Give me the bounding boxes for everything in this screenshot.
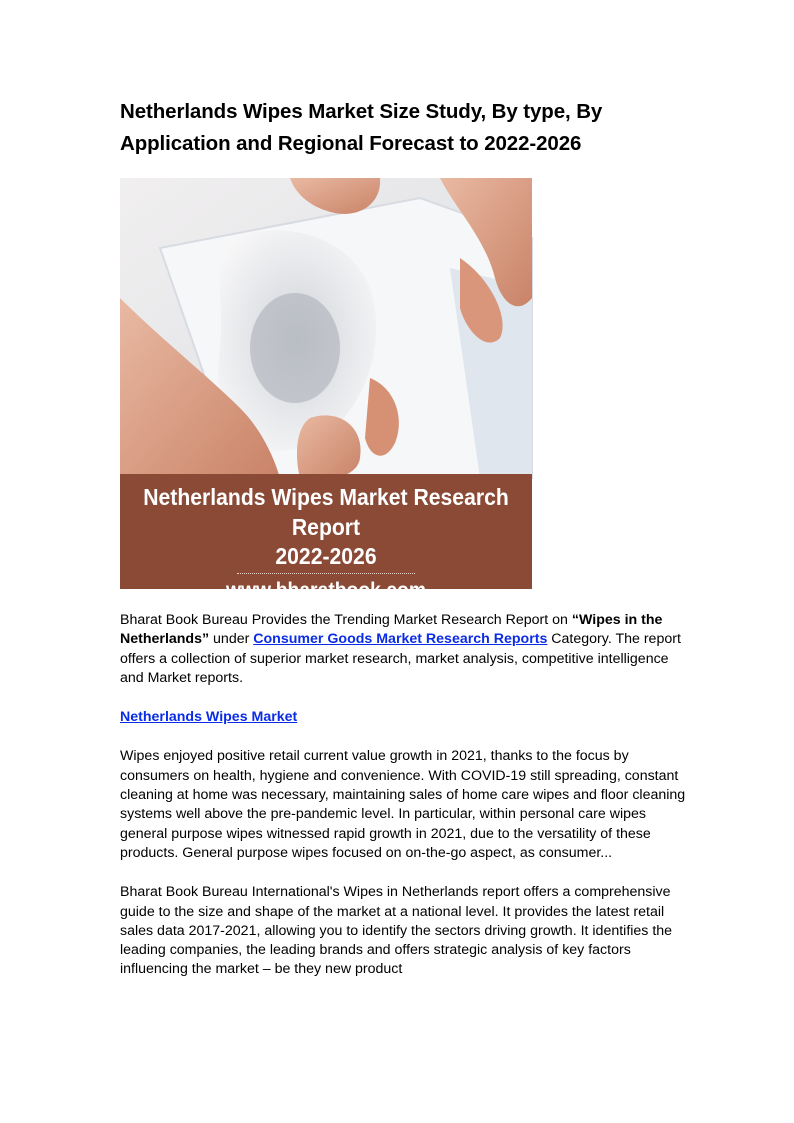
document-page <box>120 96 690 980</box>
wipe-photo <box>120 178 532 478</box>
summary-paragraph: Wipes enjoyed positive retail current value growth in 2021, thanks to the focus by consumers on health, hygiene and convenience. With COVID-19 still spreading, constant cleaning at home was necessary, maintaining sales of home care wipes and floor cleaning systems well above the pre-pandemic level. In particular, within personal care wipes general purpose wipes witnessed rapid growth in 2021, due to the versatility of these products. General purpose wipes focused on on-the-go aspect, as consumer... <box>120 748 686 861</box>
banner-divider <box>237 573 415 575</box>
banner-title: Netherlands Wipes Market Research Report <box>143 484 509 540</box>
intro-text-mid: under <box>209 631 254 648</box>
document-title: Netherlands Wipes Market Size Study, By type, By Application and Regional Forecast to 2022-2026 <box>120 100 603 155</box>
banner-years: 2022-2026 <box>275 543 377 569</box>
intro-paragraph <box>120 611 690 688</box>
category-link[interactable]: Consumer Goods Market Research Reports <box>253 631 548 648</box>
intro-report-name: “Wipes in the Netherlands” <box>120 612 663 648</box>
hero-image <box>120 178 532 602</box>
report-banner <box>120 474 532 602</box>
report-description-paragraph: Bharat Book Bureau International's Wipes in Netherlands report offers a comprehensive guide to the size and shape of the market at a national level. It provides the latest retail sales data 2017-2021, allowing you to identify the sectors driving growth. It identifies the leading companies, the leading brands and offers strategic analysis of key factors influencing the market – be they new product <box>120 884 673 978</box>
banner-website: www.bharatbook.com <box>225 579 427 602</box>
market-link-line <box>120 708 690 727</box>
market-link[interactable]: Netherlands Wipes Market <box>120 709 298 726</box>
intro-text-end: Category. The report offers a collection of superior market research, market analysis, competitive intelligence and Market reports. <box>120 631 681 686</box>
intro-text-start: Bharat Book Bureau Provides the Trending Market Research Report on <box>120 612 572 628</box>
